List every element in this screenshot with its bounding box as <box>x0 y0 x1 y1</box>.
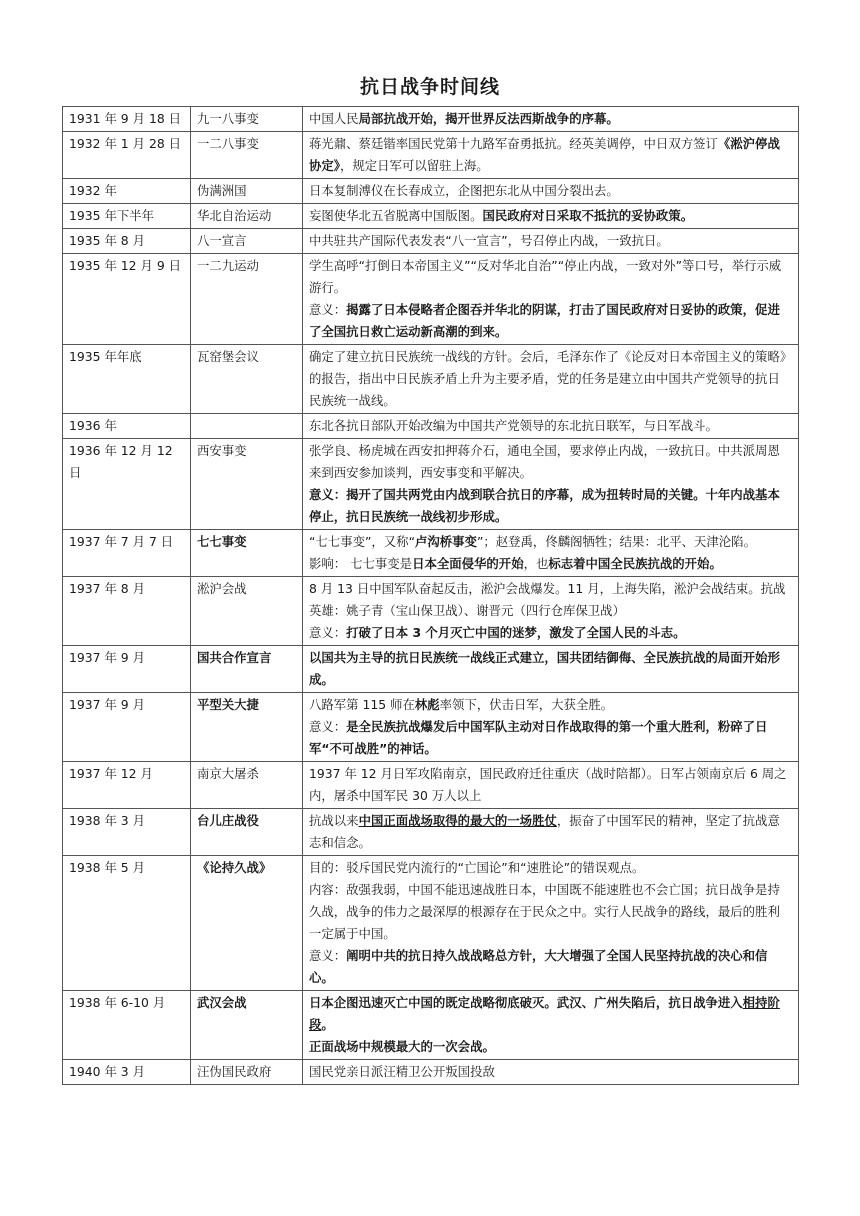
text-segment: 内容：敌强我弱，中国不能迅速战胜日本，中国既不能速胜也不会亡国；抗日战争是持久战，战争的伟力之最深厚的根源存在于民众之中。实行人民战争的路线，最后的胜利一定属于中国。 <box>309 882 780 941</box>
text-segment: 正面战场中规模最大的一次会战。 <box>309 1039 495 1054</box>
date-cell: 1935 年年底 <box>63 345 191 414</box>
event-cell: 九一八事变 <box>191 107 303 132</box>
table-row <box>63 204 799 229</box>
description-cell <box>303 530 799 577</box>
text-segment: 《淞沪停战协定》 <box>309 136 780 173</box>
date-cell: 1935 年 12 月 9 日 <box>63 254 191 345</box>
page-title: 抗日战争时间线 <box>359 76 500 98</box>
description-line <box>309 108 792 130</box>
description-line <box>309 857 792 879</box>
event-cell <box>191 414 303 439</box>
description-cell <box>303 254 799 345</box>
text-segment: 张学良、杨虎城在西安扣押蒋介石，通电全国，要求停止内战，一致抗日。中共派周恩来到西安参加谈判，西安事变和平解决。 <box>309 443 780 480</box>
event-cell: 西安事变 <box>191 439 303 530</box>
event-cell: 七七事变 <box>191 530 303 577</box>
text-segment: 中共驻共产国际代表发表“八一宣言”，号召停止内战，一致抗日。 <box>309 233 669 248</box>
description-cell <box>303 107 799 132</box>
description-line <box>309 484 792 528</box>
description-cell <box>303 856 799 991</box>
text-segment: 国民党亲日派汪精卫公开叛国投敌 <box>309 1064 495 1079</box>
description-line <box>309 716 792 760</box>
description-line <box>309 578 792 622</box>
description-line <box>309 945 792 989</box>
description-cell <box>303 1060 799 1085</box>
table-row <box>63 693 799 762</box>
description-cell <box>303 179 799 204</box>
text-segment: 中国正面战场取得的最大的一场胜仗 <box>358 813 557 828</box>
description-cell <box>303 229 799 254</box>
text-segment: ，规定日军可以留驻上海。 <box>339 158 489 173</box>
event-cell: 平型关大捷 <box>191 693 303 762</box>
event-cell: 国共合作宣言 <box>191 646 303 693</box>
description-line <box>309 694 792 716</box>
date-cell: 1937 年 8 月 <box>63 577 191 646</box>
text-segment: 蒋光鼐、蔡廷锴率国民党第十九路军奋勇抵抗。经英美调停，中日双方签订 <box>309 136 718 151</box>
date-cell: 1937 年 9 月 <box>63 693 191 762</box>
text-segment: 意义： <box>309 948 347 963</box>
text-segment: ，也 <box>523 556 549 571</box>
event-cell: 瓦窑堡会议 <box>191 345 303 414</box>
text-segment: 1937 年 12 月日军攻陷南京，国民政府迁往重庆（战时陪都）。日军占领南京后 6 周之内，屠杀中国军民 30 万人以上 <box>309 766 787 803</box>
description-line <box>309 133 792 177</box>
description-line <box>309 810 792 854</box>
description-line <box>309 622 792 644</box>
description-cell <box>303 204 799 229</box>
description-line <box>309 299 792 343</box>
table-row <box>63 254 799 345</box>
description-line <box>309 879 792 945</box>
table-row <box>63 414 799 439</box>
description-line <box>309 205 792 227</box>
text-segment: 影响： 七七事变是 <box>309 556 413 571</box>
text-segment: ”；赵登禹，佟麟阁牺牲；结果：北平、天津沦陷。 <box>476 534 756 549</box>
description-cell <box>303 345 799 414</box>
text-segment: 国民政府对日采取不抵抗的妥协政策。 <box>482 208 694 223</box>
table-row <box>63 530 799 577</box>
date-cell: 1936 年 12 月 12 日 <box>63 439 191 530</box>
text-segment: 林彪 <box>414 697 440 712</box>
table-row <box>63 132 799 179</box>
date-cell: 1935 年下半年 <box>63 204 191 229</box>
date-cell: 1932 年 1 月 28 日 <box>63 132 191 179</box>
event-cell: 台儿庄战役 <box>191 809 303 856</box>
date-cell: 1935 年 8 月 <box>63 229 191 254</box>
table-row <box>63 577 799 646</box>
description-cell <box>303 646 799 693</box>
timeline-body <box>63 107 799 1085</box>
description-line <box>309 992 792 1036</box>
table-row <box>63 229 799 254</box>
text-segment: 学生高呼“打倒日本帝国主义”“反对华北自治”“停止内战，一致对外”等口号，举行示威游行。 <box>309 258 782 295</box>
text-segment: 抗战以来 <box>309 813 359 828</box>
description-cell <box>303 693 799 762</box>
text-segment: 意义： <box>309 625 347 640</box>
table-row <box>63 345 799 414</box>
description-line <box>309 763 792 807</box>
text-segment: 妄图使华北五省脱离中国版图。 <box>309 208 483 223</box>
date-cell: 1936 年 <box>63 414 191 439</box>
date-cell: 1937 年 7 月 7 日 <box>63 530 191 577</box>
description-line <box>309 180 792 202</box>
date-cell: 1938 年 3 月 <box>63 809 191 856</box>
description-line <box>309 1061 792 1083</box>
text-segment: 标志着中国全民族抗战的开始。 <box>548 556 722 571</box>
text-segment: 揭露了日本侵略者企图吞并华北的阴谋，打击了国民政府对日妥协的政策，促进了全国抗日救亡运动新高潮的到来。 <box>309 302 780 339</box>
table-row <box>63 646 799 693</box>
event-cell: 一二八事变 <box>191 132 303 179</box>
text-segment: 是全民族抗战爆发后中国军队主动对日作战取得的第一个重大胜利，粉碎了日军“不可战胜”的神话。 <box>309 719 768 756</box>
date-cell: 1940 年 3 月 <box>63 1060 191 1085</box>
text-segment: 打破了日本 3 个月灭亡中国的迷梦，激发了全国人民的斗志。 <box>346 625 686 640</box>
description-line <box>309 553 792 575</box>
description-cell <box>303 577 799 646</box>
description-line <box>309 230 792 252</box>
text-segment: 中国人民 <box>309 111 359 126</box>
table-row <box>63 107 799 132</box>
date-cell: 1931 年 9 月 18 日 <box>63 107 191 132</box>
event-cell: 八一宣言 <box>191 229 303 254</box>
text-segment: 目的：驳斥国民党内流行的“亡国论”和“速胜论”的错误观点。 <box>309 860 645 875</box>
date-cell: 1937 年 9 月 <box>63 646 191 693</box>
table-row <box>63 762 799 809</box>
text-segment: 意义： <box>309 719 347 734</box>
text-segment: ，振奋了中国军民的精神，坚定了抗战意志和信念。 <box>309 813 780 850</box>
text-segment: 意义：揭开了国共两党由内战到联合抗日的序幕，成为扭转时局的关键。十年内战基本停止，抗日民族统一战线初步形成。 <box>309 487 780 524</box>
date-cell: 1932 年 <box>63 179 191 204</box>
table-row <box>63 439 799 530</box>
description-cell <box>303 809 799 856</box>
text-segment: 8 月 13 日中国军队奋起反击，淞沪会战爆发。11 月，上海失陷，淞沪会战结束。抗战英雄：姚子青（宝山保卫战）、谢晋元（四行仓库保卫战） <box>309 581 786 618</box>
text-segment: 。 <box>321 1017 334 1032</box>
text-segment: 率领下，伏击日军，大获全胜。 <box>439 697 614 712</box>
table-row <box>63 991 799 1060</box>
table-row <box>63 1060 799 1085</box>
event-cell: 一二九运动 <box>191 254 303 345</box>
event-cell: 华北自治运动 <box>191 204 303 229</box>
date-cell: 1937 年 12 月 <box>63 762 191 809</box>
text-segment: 日本全面侵华的开始 <box>412 556 524 571</box>
table-row <box>63 809 799 856</box>
description-cell <box>303 132 799 179</box>
text-segment: 确定了建立抗日民族统一战线的方针。会后，毛泽东作了《论反对日本帝国主义的策略》的报告，指出中日民族矛盾上升为主要矛盾，党的任务是建立由中国共产党领导的抗日民族统一战线。 <box>309 349 787 408</box>
text-segment: 日本复制溥仪在长春成立，企图把东北从中国分裂出去。 <box>309 183 619 198</box>
text-segment: 相持阶段 <box>309 995 780 1032</box>
description-cell <box>303 414 799 439</box>
text-segment: 局部抗战开始，揭开世界反法西斯战争的序幕。 <box>358 111 619 126</box>
description-line <box>309 415 792 437</box>
description-line <box>309 255 792 299</box>
text-segment: 卢沟桥事变 <box>415 534 477 549</box>
text-segment: 八路军第 115 师在 <box>309 697 415 712</box>
description-cell <box>303 762 799 809</box>
date-cell: 1938 年 5 月 <box>63 856 191 991</box>
event-cell: 武汉会战 <box>191 991 303 1060</box>
event-cell: 淞沪会战 <box>191 577 303 646</box>
description-line <box>309 1036 792 1058</box>
description-line <box>309 440 792 484</box>
event-cell: 伪满洲国 <box>191 179 303 204</box>
description-line <box>309 531 792 553</box>
description-line <box>309 346 792 412</box>
table-row <box>63 179 799 204</box>
timeline-table <box>62 106 799 1085</box>
text-segment: 阐明中共的抗日持久战战略总方针，大大增强了全国人民坚持抗战的决心和信心。 <box>309 948 768 985</box>
description-line <box>309 647 792 691</box>
date-cell: 1938 年 6-10 月 <box>63 991 191 1060</box>
description-cell <box>303 991 799 1060</box>
table-row <box>63 856 799 991</box>
event-cell: 南京大屠杀 <box>191 762 303 809</box>
text-segment: 东北各抗日部队开始改编为中国共产党领导的东北抗日联军，与日军战斗。 <box>309 418 718 433</box>
text-segment: “七七事变”，又称“ <box>309 534 415 549</box>
text-segment: 以国共为主导的抗日民族统一战线正式建立，国共团结御侮、全民族抗战的局面开始形成。 <box>309 650 780 687</box>
event-cell: 汪伪国民政府 <box>191 1060 303 1085</box>
text-segment: 日本企图迅速灭亡中国的既定战略彻底破灭。武汉、广州失陷后，抗日战争进入 <box>309 995 743 1010</box>
description-cell <box>303 439 799 530</box>
text-segment: 意义： <box>309 302 347 317</box>
event-cell: 《论持久战》 <box>191 856 303 991</box>
